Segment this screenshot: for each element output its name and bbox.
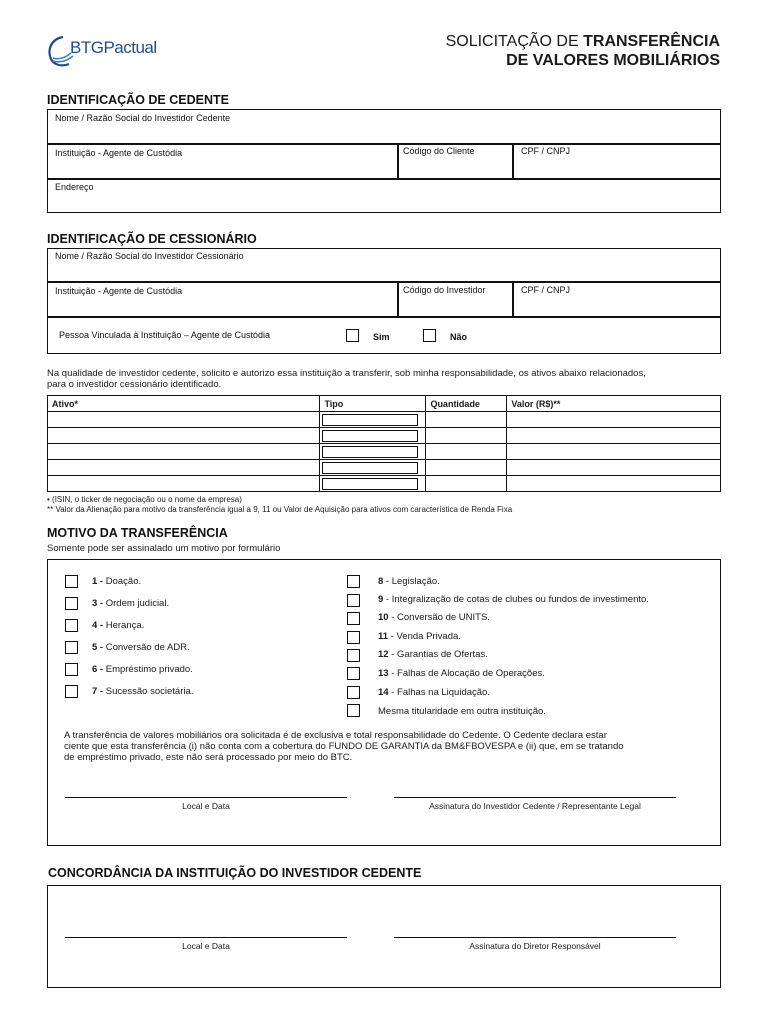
motivo-checkbox[interactable] [65,685,78,698]
ativo-cell[interactable] [48,412,320,428]
col-quantidade: Quantidade [426,396,507,412]
cedente-endereco-label: Endereço [55,182,94,192]
assets-header-row [48,396,721,412]
motivo-checkbox[interactable] [347,575,360,588]
valor-cell[interactable] [507,428,721,444]
tipo-cell[interactable] [320,428,426,444]
quantidade-cell[interactable] [426,476,507,492]
motivo-checkbox[interactable] [347,704,360,717]
concordancia-box [47,885,721,988]
declaration-line3: de empréstimo privado, este não será processado por meio do BTC. [64,752,353,763]
autorizacao-line1: Na qualidade de investidor cedente, solicito e autorizo essa instituição a transferir, sob minha responsabilidade, os ativos abaixo relacionados, [47,368,646,379]
valor-cell[interactable] [507,460,721,476]
autorizacao-text [47,368,727,390]
motivo-item: 12 - Garantias de Ofertas. [378,649,488,660]
motivo-item: 14 - Falhas na Liquidação. [378,687,490,698]
autorizacao-line2: para o investidor cessionário identificado. [47,379,222,390]
motivo-checkbox[interactable] [347,686,360,699]
cedente-box [47,109,721,213]
cessionario-box [47,248,721,354]
col-valor: Valor (R$)** [507,396,721,412]
cessionario-heading: IDENTIFICAÇÃO DE CESSIONÁRIO [47,232,257,246]
cessionario-instituicao-label: Instituição - Agente de Custódia [55,286,183,296]
footnote-2: ** Valor da Alienação para motivo da transferência igual a 9, 11 ou Valor de Aquisição para ativos com característica de Renda Fixa [47,505,513,514]
declaration-line2: ciente que esta transferência (i) não conta com a cobertura do FUNDO DE GARANTIA da BM&FBOVESPA e (ii) que, em se tratando [64,741,624,752]
quantidade-cell[interactable] [426,460,507,476]
ativo-cell[interactable] [48,460,320,476]
assets-table [47,395,721,492]
motivo-item: 13 - Falhas de Alocação de Operações. [378,668,545,679]
sim-checkbox[interactable] [346,329,359,342]
motivo-item: 4 - Herança. [92,620,145,631]
cedente-nome-label: Nome / Razão Social do Investidor Cedente [55,113,231,123]
table-row [48,428,721,444]
logo-text: BTGPactual [70,38,157,57]
cessionario-nome-label: Nome / Razão Social do Investidor Cessionário [55,251,244,261]
cessionario-codigo-label: Código do Investidor [403,285,486,295]
motivo-subheading: Somente pode ser assinalado um motivo por formulário [47,543,281,554]
table-row [48,476,721,492]
table-row [48,444,721,460]
declaration-text [64,730,714,763]
tipo-cell[interactable] [320,412,426,428]
motivo-item: Mesma titularidade em outra instituição. [378,706,546,717]
footnotes [47,495,512,515]
signature-line-local[interactable] [65,797,347,798]
motivo-item: 9 - Integralização de cotas de clubes ou fundos de investimento. [378,594,649,605]
table-row [48,460,721,476]
motivo-item: 3 - Ordem judicial. [92,598,170,609]
footnote-1: • (ISIN, o ticker de negociação ou o nome da empresa) [47,495,242,504]
col-tipo: Tipo [320,396,426,412]
sig-caption-cedente: Assinatura do Investidor Cedente / Representante Legal [429,801,641,811]
motivo-item: 1 - Doação. [92,576,142,587]
ativo-cell[interactable] [48,476,320,492]
quantidade-cell[interactable] [426,428,507,444]
motivo-heading: MOTIVO DA TRANSFERÊNCIA [47,526,228,540]
motivo-item: 10 - Conversão de UNITS. [378,612,490,623]
document-title [446,32,720,70]
table-row [48,412,721,428]
nao-checkbox[interactable] [423,329,436,342]
tipo-cell[interactable] [320,444,426,460]
motivo-checkbox[interactable] [65,619,78,632]
motivo-checkbox[interactable] [347,649,360,662]
signature-line-cedente[interactable] [394,797,676,798]
sig-caption-local: Local e Data [182,941,230,951]
concordancia-heading: CONCORDÂNCIA DA INSTITUIÇÃO DO INVESTIDOR CEDENTE [48,866,422,880]
title-bold: TRANSFERÊNCIA [583,33,720,50]
cedente-instituicao-label: Instituição - Agente de Custódia [55,148,183,158]
motivo-item: 8 - Legislação. [378,576,440,587]
cedente-cpf-label: CPF / CNPJ [521,146,571,156]
nao-label: Não [450,332,468,342]
motivo-item: 7 - Sucessão societária. [92,686,194,697]
sig-caption-diretor: Assinatura do Diretor Responsável [469,941,601,951]
motivo-item: 11 - Venda Privada. [378,631,461,642]
motivo-checkbox[interactable] [65,575,78,588]
title-line2: DE VALORES MOBILIÁRIOS [506,52,720,69]
motivo-checkbox[interactable] [347,612,360,625]
title-plain: SOLICITAÇÃO DE [445,33,584,50]
signature-line-diretor[interactable] [394,937,676,938]
ativo-cell[interactable] [48,444,320,460]
valor-cell[interactable] [507,476,721,492]
ativo-cell[interactable] [48,428,320,444]
motivo-box [47,559,721,846]
cedente-codigo-label: Código do Cliente [403,146,475,156]
motivo-item: 5 - Conversão de ADR. [92,642,190,653]
col-ativo: Ativo* [48,396,320,412]
tipo-cell[interactable] [320,476,426,492]
valor-cell[interactable] [507,444,721,460]
sim-label: Sim [373,332,390,342]
quantidade-cell[interactable] [426,444,507,460]
motivo-checkbox[interactable] [347,631,360,644]
vinculada-label: Pessoa Vinculada à Instituição – Agente de Custódia [59,330,270,340]
cessionario-cpf-label: CPF / CNPJ [521,285,571,295]
signature-line-local[interactable] [65,937,347,938]
valor-cell[interactable] [507,412,721,428]
motivo-checkbox[interactable] [347,594,360,607]
quantidade-cell[interactable] [426,412,507,428]
motivo-checkbox[interactable] [65,641,78,654]
cedente-heading: IDENTIFICAÇÃO DE CEDENTE [47,93,229,107]
motivo-item: 6 - Empréstimo privado. [92,664,193,675]
motivo-checkbox[interactable] [65,663,78,676]
motivo-checkbox[interactable] [347,667,360,680]
declaration-line1: A transferência de valores mobiliários ora solicitada é de exclusiva e total responsabilidade do Cedente. O Cedente declara estar [64,730,607,741]
motivo-checkbox[interactable] [65,597,78,610]
tipo-cell[interactable] [320,460,426,476]
sig-caption-local: Local e Data [182,801,230,811]
